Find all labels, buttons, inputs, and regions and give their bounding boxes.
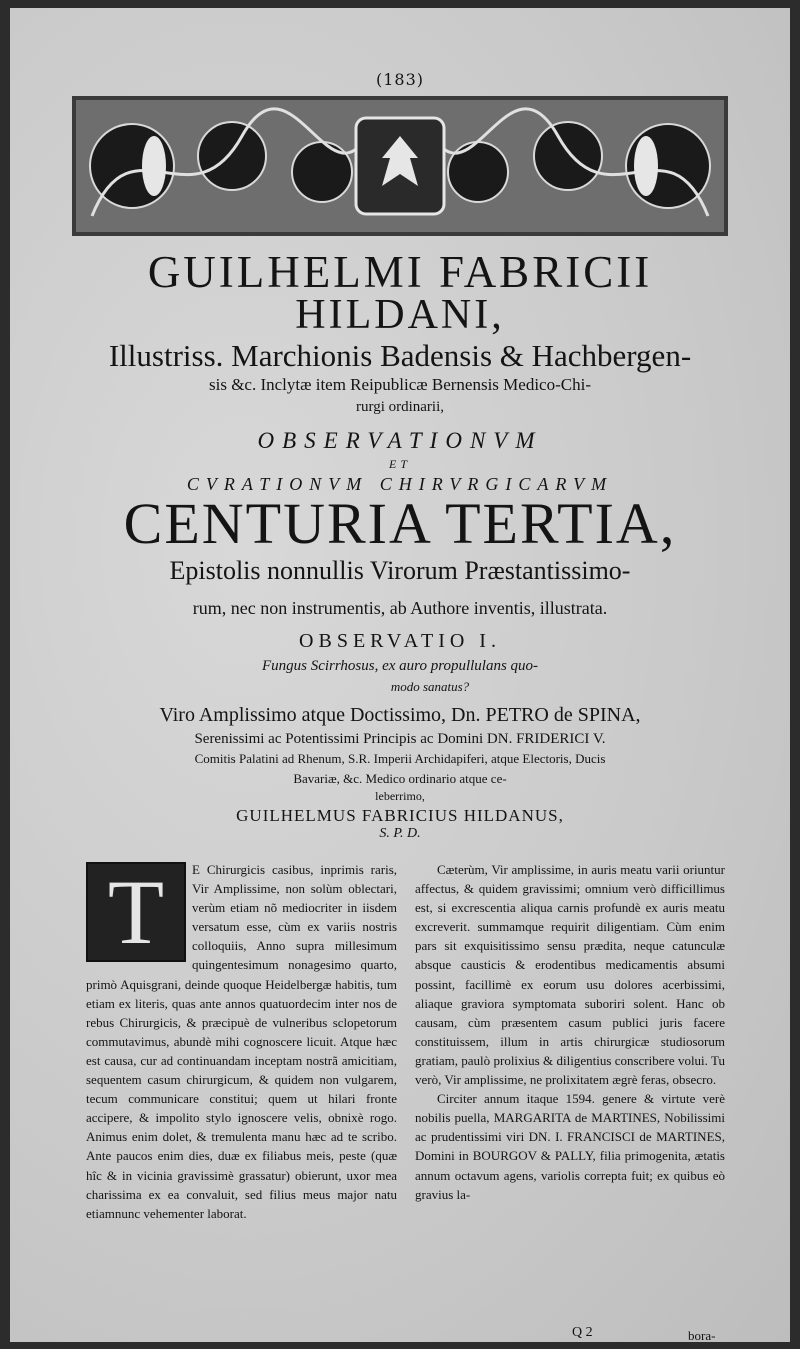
fungus-line-1: Fungus Scirrhosus, ex auro propullulans quo- <box>261 658 539 674</box>
fungus-line-2: modo sanatus? <box>390 679 470 694</box>
title-author-second: HILDANI, <box>295 292 505 338</box>
left-column-text: E Chirurgicis casibus, inprimis raris, Vir Amplissime, non solùm oblectari, verùm etiam nõ mediocriter in iisdem versatum esse, cùm ex variis nostris colloquiis, Anno supra millesimum quingentesimum nonagesimo quarto, primò Aquisgrani, deinde quoque Heidelbergæ habitis, tum etiam ex literis, quas ante annos quatuordecim inter nos de rebus Chirurgicis, & præcipuè de vulneribus sclopetorum commutavimus, abundè mihi cognoscere licuit. Atque hæc est causa, cur ad continuandam inceptam nostrã amicitiam, sequentem casum chirurgicum, & quidem non vulgarem, tecum communicare constitui; quem ut hilari fronte accipere, & impolito stylo ignoscere velis, obnixè rogo. Animus enim dolet, & tremulenta manu hæc ad te scribo. Ante paucos enim dies, duæ ex filiabus meis, peste (quæ hîc & in vicinia gravissimè grassatur) obierunt, uxor mea charissima ex ea convaluit, sed filius meus major natu etiamnunc vehementer laborat. <box>86 862 397 1221</box>
catchword: bora- <box>688 1328 716 1343</box>
epistolis-line-2: rum, nec non instrumentis, ab Authore inventis, illustrata. <box>192 598 608 618</box>
ornamental-headpiece <box>72 96 728 236</box>
right-text-column <box>415 860 725 1204</box>
dedication-line-5: leberrimo, <box>375 789 425 803</box>
epistolis-line-1: Epistolis nonnullis Virorum Præstantissimo- <box>169 556 631 585</box>
observatio-heading: OBSERVATIO I. <box>299 630 501 652</box>
dedication-line-1: Viro Amplissimo atque Doctissimo, Dn. PETRO de SPINA, <box>159 704 641 726</box>
decorated-initial: T <box>86 862 186 962</box>
right-paragraph-2: Circiter annum itaque 1594. genere & virtute verè nobilis puella, MARGARITA de MARTINES, Nobilissimi ac prudentissimi viri DN. I. FRANCISCI de MARTINES, Domini in BOURGOV & PALLY, filia primogenita, ætatis annum octavum agens, variolis correpta fuit; ex quibus eò gravius la- <box>415 1091 725 1202</box>
centuria-title: CENTURIA TERTIA, <box>123 491 677 556</box>
et-heading: ET <box>388 457 411 471</box>
right-paragraph-1: Cæterùm, Vir amplissime, in auris meatu varii oriuntur affectus, & quidem gravissimi; omnium verò difficillimus est, si excrescentia aliqua carnis profundè ex auris meatu excreverit. summamque requirit diligentiam. Cùm enim pars sit exquisitissimo sensu prædita, neque catunculæ absque causticis & erodentibus medicamentis absumi possint, facillimè ex eorum usu dolores acerbissimi, aliaque graviora symptomata suboriri solent. Hanc ob causam, cùm præsentem casum publici juris facere constituissem, illum in artis chirurgicæ studiosorum gratiam, paulò prolixius & diligentius conscribere volui. Tu verò, Vir amplissime, ne prolixitatem ægrè feras, obsecro. <box>415 862 725 1088</box>
dedication-line-2: Serenissimi ac Potentissimi Principis ac Domini DN. FRIDERICI V. <box>194 731 606 747</box>
dedication-line-4: Bavariæ, &c. Medico ordinario atque ce- <box>293 771 507 786</box>
dedication-line-3: Comitis Palatini ad Rhenum, S.R. Imperii Archidapiferi, atque Electoris, Ducis <box>194 751 606 766</box>
spd-salutation: S. P. D. <box>379 826 421 841</box>
curationum-heading: CVRATIONVM CHIRVRGICARVM <box>186 474 614 494</box>
subtitle-line-2: sis &c. Inclytæ item Reipublicæ Bernensis Medico-Chi- <box>209 375 591 394</box>
author-salutation: GUILHELMUS FABRICIUS HILDANUS, <box>236 806 564 825</box>
observationum-heading: OBSERVATIONVM <box>257 428 543 453</box>
signature-mark: Q 2 <box>572 1325 593 1340</box>
subtitle-line-3: rurgi ordinarii, <box>355 399 445 415</box>
left-text-column <box>86 860 397 1223</box>
page-number: (183) <box>375 70 425 89</box>
book-page <box>10 8 790 1342</box>
title-author-first: GUILHELMI FABRICII <box>147 247 653 297</box>
subtitle-line-1: Illustriss. Marchionis Badensis & Hachbergen- <box>108 338 692 373</box>
